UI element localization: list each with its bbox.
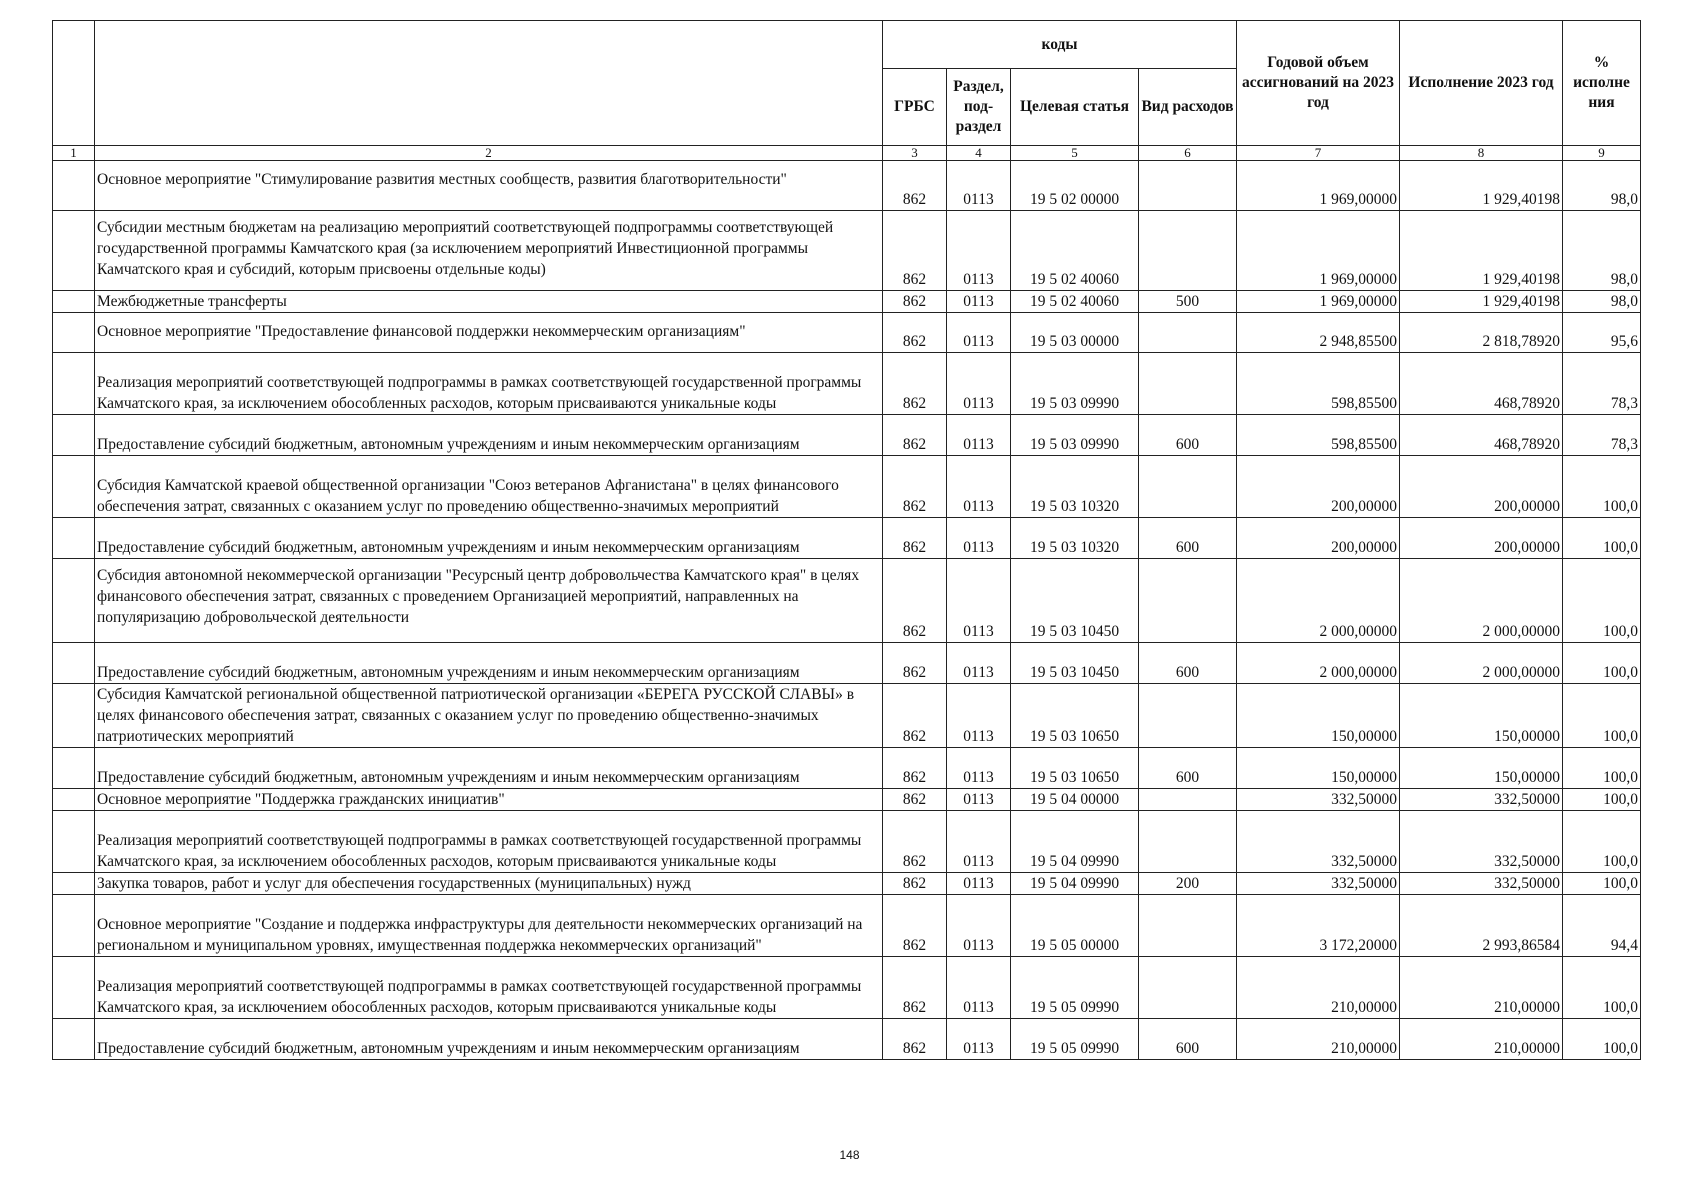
row-blank-cell [53, 811, 95, 873]
row-expense-type [1139, 684, 1237, 748]
column-number: 6 [1139, 146, 1237, 161]
row-blank-cell [53, 161, 95, 211]
table-row [53, 559, 1641, 643]
column-number: 4 [947, 146, 1011, 161]
row-grbs: 862 [883, 291, 947, 313]
row-grbs: 862 [883, 161, 947, 211]
row-expense-type [1139, 559, 1237, 643]
row-name: Предоставление субсидий бюджетным, автономным учреждениям и иным некоммерческим организациям [95, 415, 883, 456]
row-annual-volume: 210,00000 [1237, 1019, 1400, 1060]
row-annual-volume: 1 969,00000 [1237, 211, 1400, 291]
row-name: Основное мероприятие "Предоставление финансовой поддержки некоммерческим организациям" [95, 313, 883, 353]
row-section: 0113 [947, 873, 1011, 895]
table-row [53, 291, 1641, 313]
row-percent: 100,0 [1563, 748, 1641, 789]
row-percent: 100,0 [1563, 873, 1641, 895]
row-execution: 468,78920 [1400, 353, 1563, 415]
row-name: Межбюджетные трансферты [95, 291, 883, 313]
row-article: 19 5 03 09990 [1011, 353, 1139, 415]
row-percent: 100,0 [1563, 684, 1641, 748]
header-expense-type: Вид расходов [1139, 69, 1237, 146]
row-blank-cell [53, 313, 95, 353]
table-row [53, 456, 1641, 518]
row-expense-type [1139, 211, 1237, 291]
row-annual-volume: 2 000,00000 [1237, 559, 1400, 643]
row-article: 19 5 03 09990 [1011, 415, 1139, 456]
row-section: 0113 [947, 161, 1011, 211]
row-expense-type [1139, 789, 1237, 811]
row-expense-type [1139, 456, 1237, 518]
row-article: 19 5 02 00000 [1011, 161, 1139, 211]
row-name: Субсидия Камчатской краевой общественной организации "Союз ветеранов Афганистана" в целях финансового обеспечения затрат, связанных с оказанием услуг по проведению общественно-значимых мероприятий [95, 456, 883, 518]
row-annual-volume: 332,50000 [1237, 873, 1400, 895]
row-annual-volume: 1 969,00000 [1237, 291, 1400, 313]
table-row [53, 811, 1641, 873]
row-name: Закупка товаров, работ и услуг для обеспечения государственных (муниципальных) нужд [95, 873, 883, 895]
row-expense-type [1139, 353, 1237, 415]
row-name: Предоставление субсидий бюджетным, автономным учреждениям и иным некоммерческим организациям [95, 748, 883, 789]
budget-table-container [52, 20, 1641, 1060]
header-execution: Исполнение 2023 год [1400, 21, 1563, 146]
row-section: 0113 [947, 518, 1011, 559]
row-percent: 100,0 [1563, 643, 1641, 684]
column-number: 8 [1400, 146, 1563, 161]
row-grbs: 862 [883, 811, 947, 873]
row-grbs: 862 [883, 895, 947, 957]
row-grbs: 862 [883, 518, 947, 559]
row-name: Основное мероприятие "Поддержка гражданских инициатив" [95, 789, 883, 811]
table-row [53, 748, 1641, 789]
row-blank-cell [53, 211, 95, 291]
row-section: 0113 [947, 456, 1011, 518]
row-expense-type: 600 [1139, 643, 1237, 684]
row-section: 0113 [947, 957, 1011, 1019]
row-name: Предоставление субсидий бюджетным, автономным учреждениям и иным некоммерческим организациям [95, 643, 883, 684]
row-grbs: 862 [883, 957, 947, 1019]
table-row [53, 415, 1641, 456]
row-grbs: 862 [883, 789, 947, 811]
header-name-col [95, 21, 883, 146]
row-grbs: 862 [883, 313, 947, 353]
row-expense-type [1139, 811, 1237, 873]
table-row [53, 211, 1641, 291]
row-blank-cell [53, 456, 95, 518]
row-execution: 210,00000 [1400, 957, 1563, 1019]
row-name: Основное мероприятие "Создание и поддержка инфраструктуры для деятельности некоммерческих организаций на региональном и муниципальном уровнях, имущественная поддержка некоммерческих организаций" [95, 895, 883, 957]
row-article: 19 5 05 00000 [1011, 895, 1139, 957]
row-name: Предоставление субсидий бюджетным, автономным учреждениям и иным некоммерческим организациям [95, 518, 883, 559]
row-execution: 150,00000 [1400, 684, 1563, 748]
column-number-row [53, 146, 1641, 161]
row-article: 19 5 03 10650 [1011, 748, 1139, 789]
row-section: 0113 [947, 789, 1011, 811]
row-percent: 95,6 [1563, 313, 1641, 353]
row-percent: 94,4 [1563, 895, 1641, 957]
header-target-article: Целевая статья [1011, 69, 1139, 146]
row-percent: 78,3 [1563, 353, 1641, 415]
row-section: 0113 [947, 684, 1011, 748]
column-number: 3 [883, 146, 947, 161]
row-grbs: 862 [883, 643, 947, 684]
row-blank-cell [53, 353, 95, 415]
row-annual-volume: 332,50000 [1237, 789, 1400, 811]
row-grbs: 862 [883, 1019, 947, 1060]
row-article: 19 5 04 09990 [1011, 811, 1139, 873]
row-article: 19 5 05 09990 [1011, 957, 1139, 1019]
row-article: 19 5 02 40060 [1011, 291, 1139, 313]
row-annual-volume: 1 969,00000 [1237, 161, 1400, 211]
row-name: Субсидии местным бюджетам на реализацию мероприятий соответствующей подпрограммы соответствующей государственной программы Камчатского края (за исключением мероприятий Инвестиционной программы Камчатского края и субсидий, которым присвоены отдельные коды) [95, 211, 883, 291]
row-execution: 150,00000 [1400, 748, 1563, 789]
header-empty-col1 [53, 21, 95, 146]
page-number: 148 [839, 1148, 860, 1162]
row-execution: 1 929,40198 [1400, 291, 1563, 313]
column-number: 1 [53, 146, 95, 161]
row-expense-type [1139, 957, 1237, 1019]
row-section: 0113 [947, 1019, 1011, 1060]
header-codes-group: коды [883, 21, 1237, 69]
row-blank-cell [53, 559, 95, 643]
row-percent: 98,0 [1563, 291, 1641, 313]
table-row [53, 518, 1641, 559]
row-execution: 210,00000 [1400, 1019, 1563, 1060]
column-number: 7 [1237, 146, 1400, 161]
row-blank-cell [53, 748, 95, 789]
row-grbs: 862 [883, 353, 947, 415]
row-expense-type: 600 [1139, 518, 1237, 559]
row-name: Предоставление субсидий бюджетным, автономным учреждениям и иным некоммерческим организациям [95, 1019, 883, 1060]
row-article: 19 5 03 10320 [1011, 456, 1139, 518]
table-row [53, 895, 1641, 957]
row-blank-cell [53, 684, 95, 748]
row-name: Реализация мероприятий соответствующей подпрограммы в рамках соответствующей государственной программы Камчатского края, за исключением обособленных расходов, которым присваиваются уникальные коды [95, 811, 883, 873]
row-section: 0113 [947, 811, 1011, 873]
table-header [53, 21, 1641, 161]
row-grbs: 862 [883, 873, 947, 895]
row-expense-type: 500 [1139, 291, 1237, 313]
header-section: Раздел, под-раздел [947, 69, 1011, 146]
row-section: 0113 [947, 415, 1011, 456]
table-row [53, 313, 1641, 353]
row-name: Основное мероприятие "Стимулирование развития местных сообществ, развития благотворительности" [95, 161, 883, 211]
row-blank-cell [53, 518, 95, 559]
table-row [53, 873, 1641, 895]
row-blank-cell [53, 1019, 95, 1060]
row-annual-volume: 598,85500 [1237, 415, 1400, 456]
row-section: 0113 [947, 559, 1011, 643]
row-article: 19 5 05 09990 [1011, 1019, 1139, 1060]
row-section: 0113 [947, 643, 1011, 684]
row-expense-type [1139, 895, 1237, 957]
table-row [53, 1019, 1641, 1060]
row-percent: 100,0 [1563, 957, 1641, 1019]
row-expense-type: 600 [1139, 415, 1237, 456]
row-expense-type: 200 [1139, 873, 1237, 895]
row-article: 19 5 03 10650 [1011, 684, 1139, 748]
row-percent: 100,0 [1563, 789, 1641, 811]
row-annual-volume: 200,00000 [1237, 456, 1400, 518]
row-grbs: 862 [883, 456, 947, 518]
row-annual-volume: 150,00000 [1237, 748, 1400, 789]
row-annual-volume: 332,50000 [1237, 811, 1400, 873]
row-grbs: 862 [883, 684, 947, 748]
row-expense-type [1139, 161, 1237, 211]
row-blank-cell [53, 643, 95, 684]
row-execution: 2 000,00000 [1400, 559, 1563, 643]
row-blank-cell [53, 415, 95, 456]
row-article: 19 5 02 40060 [1011, 211, 1139, 291]
row-grbs: 862 [883, 559, 947, 643]
row-article: 19 5 03 10320 [1011, 518, 1139, 559]
row-execution: 468,78920 [1400, 415, 1563, 456]
row-expense-type: 600 [1139, 748, 1237, 789]
row-blank-cell [53, 291, 95, 313]
row-grbs: 862 [883, 748, 947, 789]
row-section: 0113 [947, 353, 1011, 415]
table-row [53, 353, 1641, 415]
row-grbs: 862 [883, 211, 947, 291]
row-percent: 100,0 [1563, 518, 1641, 559]
table-row [53, 789, 1641, 811]
row-expense-type: 600 [1139, 1019, 1237, 1060]
row-name: Реализация мероприятий соответствующей подпрограммы в рамках соответствующей государственной программы Камчатского края, за исключением обособленных расходов, которым присваиваются уникальные коды [95, 353, 883, 415]
row-blank-cell [53, 873, 95, 895]
row-article: 19 5 03 10450 [1011, 559, 1139, 643]
row-blank-cell [53, 895, 95, 957]
table-row [53, 643, 1641, 684]
column-number: 5 [1011, 146, 1139, 161]
table-row [53, 684, 1641, 748]
header-percent: % исполне ния [1563, 21, 1641, 146]
row-percent: 78,3 [1563, 415, 1641, 456]
row-percent: 98,0 [1563, 211, 1641, 291]
row-execution: 1 929,40198 [1400, 161, 1563, 211]
row-section: 0113 [947, 211, 1011, 291]
row-blank-cell [53, 789, 95, 811]
row-section: 0113 [947, 313, 1011, 353]
row-percent: 100,0 [1563, 811, 1641, 873]
row-percent: 100,0 [1563, 559, 1641, 643]
row-name: Реализация мероприятий соответствующей подпрограммы в рамках соответствующей государственной программы Камчатского края, за исключением обособленных расходов, которым присваиваются уникальные коды [95, 957, 883, 1019]
row-article: 19 5 04 00000 [1011, 789, 1139, 811]
row-article: 19 5 04 09990 [1011, 873, 1139, 895]
header-annual-volume: Годовой объем ассигнований на 2023 год [1237, 21, 1400, 146]
table-row [53, 161, 1641, 211]
row-name: Субсидия автономной некоммерческой организации "Ресурсный центр добровольчества Камчатского края" в целях финансового обеспечения затрат, связанных с проведением Организацией мероприятий, направленных на популяризацию добровольческой деятельности [95, 559, 883, 643]
row-execution: 2 818,78920 [1400, 313, 1563, 353]
row-percent: 100,0 [1563, 456, 1641, 518]
column-number: 9 [1563, 146, 1641, 161]
row-blank-cell [53, 957, 95, 1019]
row-execution: 200,00000 [1400, 456, 1563, 518]
row-annual-volume: 2 948,85500 [1237, 313, 1400, 353]
row-annual-volume: 200,00000 [1237, 518, 1400, 559]
row-section: 0113 [947, 291, 1011, 313]
row-annual-volume: 150,00000 [1237, 684, 1400, 748]
row-section: 0113 [947, 748, 1011, 789]
row-execution: 332,50000 [1400, 789, 1563, 811]
row-execution: 2 000,00000 [1400, 643, 1563, 684]
row-percent: 98,0 [1563, 161, 1641, 211]
row-grbs: 862 [883, 415, 947, 456]
row-execution: 332,50000 [1400, 811, 1563, 873]
row-annual-volume: 3 172,20000 [1237, 895, 1400, 957]
table-body [53, 161, 1641, 1060]
row-section: 0113 [947, 895, 1011, 957]
row-execution: 1 929,40198 [1400, 211, 1563, 291]
budget-table [52, 20, 1641, 1060]
row-annual-volume: 2 000,00000 [1237, 643, 1400, 684]
header-grbs: ГРБС [883, 69, 947, 146]
row-annual-volume: 598,85500 [1237, 353, 1400, 415]
row-execution: 332,50000 [1400, 873, 1563, 895]
row-article: 19 5 03 00000 [1011, 313, 1139, 353]
row-percent: 100,0 [1563, 1019, 1641, 1060]
table-row [53, 957, 1641, 1019]
row-execution: 200,00000 [1400, 518, 1563, 559]
row-name: Субсидия Камчатской региональной общественной патриотической организации «БЕРЕГА РУССКОЙ СЛАВЫ» в целях финансового обеспечения затрат, связанных с оказанием услуг по проведению общественно-значимых патриотических мероприятий [95, 684, 883, 748]
row-article: 19 5 03 10450 [1011, 643, 1139, 684]
row-expense-type [1139, 313, 1237, 353]
column-number: 2 [95, 146, 883, 161]
row-execution: 2 993,86584 [1400, 895, 1563, 957]
row-annual-volume: 210,00000 [1237, 957, 1400, 1019]
